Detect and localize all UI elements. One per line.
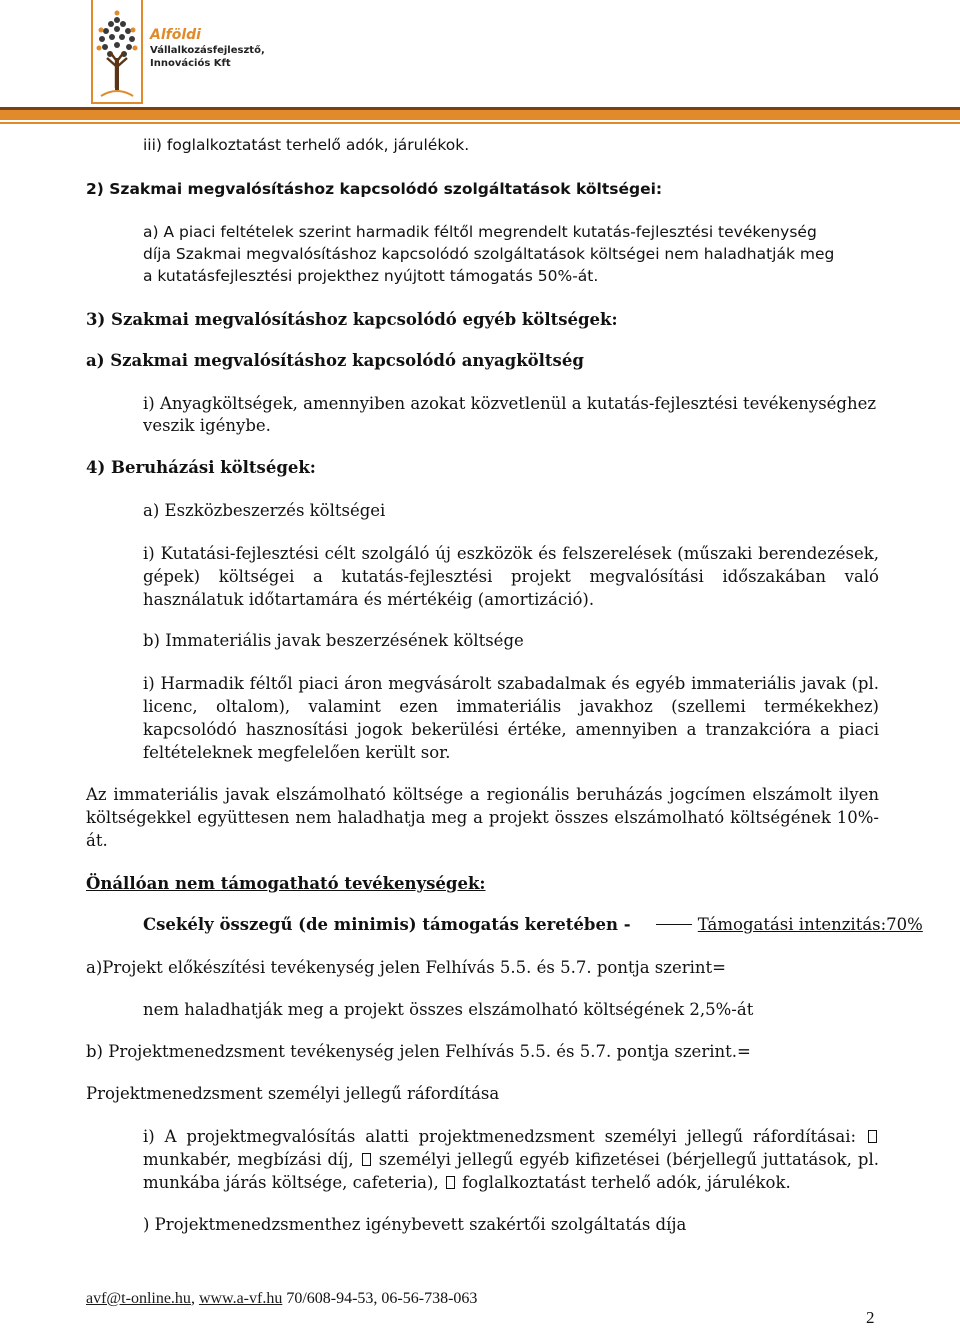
text-line: ) Projektmenedzsmenthez igénybevett szakértői szolgáltatás díja	[143, 1215, 687, 1234]
brand-line-1: Vállalkozásfejlesztő,	[150, 45, 265, 56]
text-line: nem haladhatják meg a projekt összes elszámolható költségének 2,5%-át	[143, 1000, 754, 1019]
brand-block	[150, 26, 265, 70]
text-line: a kutatásfejlesztési projekthez nyújtott támogatás 50%-át.	[143, 267, 599, 285]
text-line: licenc, oltalom), valamint ezen immateriális javakhoz (szellemi termékekhez)	[143, 697, 879, 716]
brand-name: Alföldi	[150, 27, 201, 43]
underline-rule	[656, 924, 692, 925]
section-heading: 4) Beruházási költségek:	[86, 458, 316, 477]
text-line: díja Szakmai megvalósításhoz kapcsolódó szolgáltatások költségei nem haladhatják meg	[143, 245, 835, 263]
subsection-heading: a) Szakmai megvalósításhoz kapcsolódó anyagköltség	[86, 351, 584, 370]
text-line: feltételeknek megfelelően került sor.	[143, 743, 451, 762]
subsection-heading: b) Immateriális javak beszerzésének költsége	[143, 631, 524, 650]
text-line: át.	[86, 831, 108, 850]
bullet-box-icon	[362, 1153, 371, 1166]
subsidy-label: Csekély összegű (de minimis) támogatás keretében -	[143, 915, 631, 934]
text-line: veszik igénybe.	[143, 416, 271, 435]
text-line	[143, 1149, 879, 1171]
text-line: i) Harmadik féltől piaci áron megvásárolt szabadalmak és egyéb immateriális javak (pl.	[143, 674, 879, 693]
footer-contact	[86, 1290, 477, 1308]
text-line: b) Projektmenedzsment tevékenység jelen Felhívás 5.5. és 5.7. pontja szerint.=	[86, 1042, 751, 1061]
text-line: használatuk időtartamára és mértékéig (amortizáció).	[143, 590, 595, 609]
text-fragment: személyi jellegű egyéb kifizetései (bérjellegű juttatások, pl.	[378, 1150, 880, 1169]
text-fragment: munkabér, megbízási díj,	[143, 1150, 354, 1169]
section-heading: 3) Szakmai megvalósításhoz kapcsolódó egyéb költségek:	[86, 310, 618, 329]
text-line: iii) foglalkoztatást terhelő adók, járulékok.	[143, 136, 470, 154]
subsidy-intensity: Támogatási intenzitás:70%	[697, 915, 923, 934]
text-line: i) Anyagköltségek, amennyiben azokat közvetlenül a kutatás-fejlesztési tevékenységhez	[143, 394, 877, 413]
text-line	[143, 1172, 791, 1194]
tree-logo-icon	[93, 0, 141, 102]
text-fragment: munkába járás költsége, cafeteria),	[143, 1173, 439, 1192]
bullet-box-icon	[868, 1130, 877, 1143]
bullet-box-icon	[446, 1176, 455, 1189]
section-heading: 2) Szakmai megvalósításhoz kapcsolódó szolgáltatások költségei:	[86, 180, 663, 198]
text-line: kapcsolódó hasznosítási jogok bekerülési értéke, amennyiben a tranzakcióra a piaci	[143, 720, 879, 739]
text-line: költségekkel együttesen nem haladhatja meg a projekt összes elszámolható költségének 10%-	[86, 808, 879, 827]
text-line: Projektmenedzsment személyi jellegű ráfordítása	[86, 1084, 500, 1103]
text-line: i) Kutatási-fejlesztési célt szolgáló új eszközök és felszerelések (műszaki berendezések,	[143, 544, 879, 563]
company-logo	[91, 0, 143, 104]
page-number: 2	[866, 1308, 875, 1327]
text-line: Az immateriális javak elszámolható költsége a regionális beruházás jogcímen elszámolt ilyen	[86, 785, 879, 804]
footer-phones: 70/608-94-53, 06-56-738-063	[286, 1290, 478, 1307]
subsection-heading: a) Eszközbeszerzés költségei	[143, 501, 386, 520]
text-line: a) A piaci feltételek szerint harmadik féltől megrendelt kutatás-fejlesztési tevékenység	[143, 223, 817, 241]
subsidy-line	[143, 914, 923, 936]
section-heading-underlined: Önállóan nem támogatható tevékenységek:	[86, 874, 486, 893]
text-line: gépek) költségei a kutatás-fejlesztési projekt megvalósítási időszakában való	[143, 567, 879, 586]
header-divider	[0, 107, 960, 124]
footer-email-link[interactable]: avf@t-online.hu	[86, 1290, 191, 1307]
text-fragment: i) A projektmegvalósítás alatti projektmenedzsment személyi jellegű ráfordításai:	[143, 1127, 857, 1146]
text-fragment: foglalkoztatást terhelő adók, járulékok.	[462, 1173, 791, 1192]
brand-line-2: Innovációs Kft	[150, 58, 231, 69]
text-line: a)Projekt előkészítési tevékenység jelen Felhívás 5.5. és 5.7. pontja szerint=	[86, 958, 726, 977]
footer-separator: ,	[190, 1290, 195, 1307]
text-line	[143, 1126, 879, 1148]
footer-website-link[interactable]: www.a-vf.hu	[198, 1290, 283, 1307]
